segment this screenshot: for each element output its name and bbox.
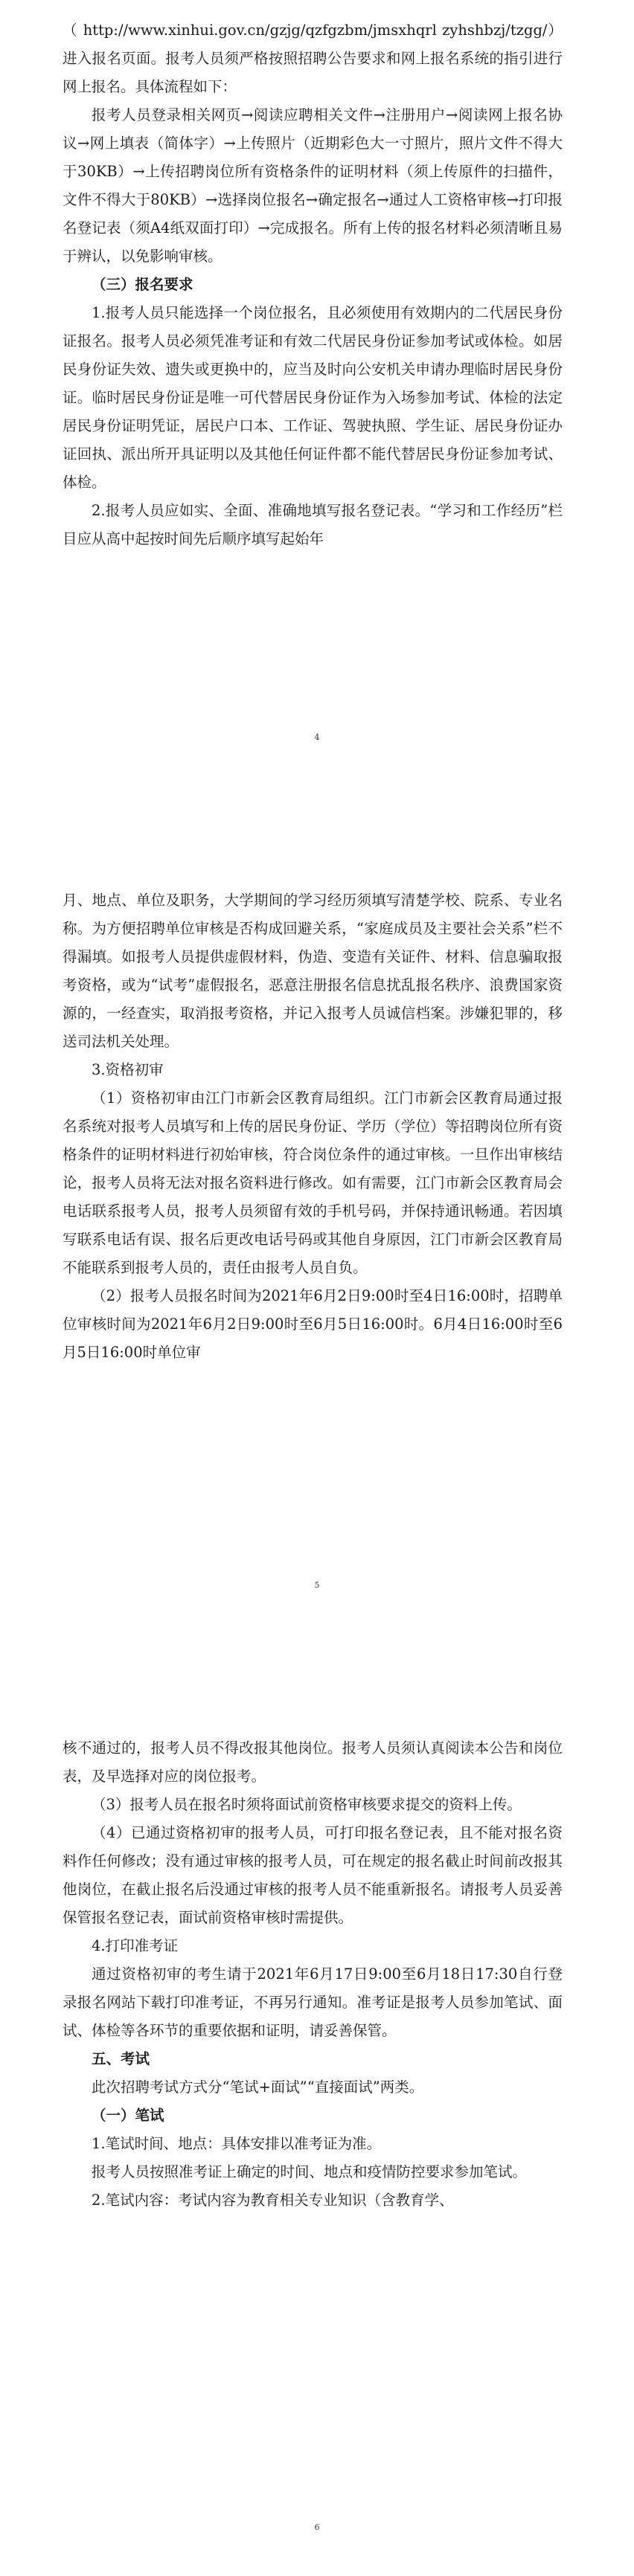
section-heading: （一）笔试 (92, 2107, 164, 2124)
subsection-heading: 4.打印准考证 (92, 1937, 179, 1954)
page-number: 6 (314, 2522, 320, 2532)
paragraph: 1.报考人员只能选择一个岗位报名，且必须使用有效期内的二代居民身份证报名。报考人员必须凭准考证和有效二代居民身份证参加考试或体检。如居民身份证失效、遗失或更换中的，应当及时向公安机关申请办理临时居民身份证。临时居民身份证是唯一可代替居民身份证作为入场参加考试、体检的法定居民身份证明凭证，居民户口本、工作证、驾驶执照、学生证、居民身份证办证回执、派出所开具证明以及其他任何证件都不能代替居民身份证参加考试、体检。 (63, 304, 563, 491)
paragraph: （3）报考人员在报名时须将面试前资格审核要求提交的资料上传。 (92, 1796, 522, 1813)
paragraph: （1）资格初审由江门市新会区教育局组织。江门市新会区教育局通过报名系统对报考人员填写和上传的居民身份证、学历（学位）等招聘岗位所有资格条件的证明材料进行初始审核，符合岗位条件的通过审核。一旦作出审核结论，报考人员将无法对报名资料进行修改。如有需要，江门市新会区教育局会电话联系报考人员，报考人员须留有效的手机号码，并保持通讯畅通。若因填写联系电话有误、报名后更改电话号码或其他自身原因，江门市新会区教育局不能联系到报考人员的，责任由报考人员自负。 (63, 1089, 563, 1276)
section-heading: 五、考试 (92, 2050, 150, 2067)
section-heading: （三）报名要求 (92, 276, 193, 293)
paragraph: 此次招聘考试方式分“笔试+面试”“直接面试”两类。 (92, 2078, 424, 2096)
page-body (63, 1734, 563, 2215)
document-page-6 (0, 1666, 634, 2576)
paragraph: 核不通过的，报考人员不得改报其他岗位。报考人员须认真阅读本公告和岗位表，及早选择对应的岗位报考。 (63, 1739, 563, 1785)
paragraph: 1.笔试时间、地点：具体安排以准考证为准。 (92, 2135, 382, 2152)
paragraph: （2）报考人员报名时间为2021年6月2日9:00时至4日16:00时，招聘单位审核时间为2021年6月2日9:00时至6月5日16:00时。6月4日16:00时至6月5日16:00时单位审 (63, 1287, 563, 1361)
page-body (63, 886, 563, 1367)
paragraph: 报考人员按照准考证上确定的时间、地点和疫情防控要求参加笔试。 (92, 2163, 528, 2180)
page-body (63, 16, 563, 553)
paragraph: 2.报考人员应如实、全面、准确地填写报名登记表。“学习和工作经历”栏目应从高中起按时间先后顺序填写起始年 (63, 502, 563, 547)
paragraph: 报考人员登录相关网页→阅读应聘相关文件→注册用户→阅读网上报名协议→网上填表（简体字）→上传照片（近期彩色大一寸照片，照片文件不得大于30KB）→上传招聘岗位所有资格条件的证明材料（须上传原件的扫描件，文件不得大于80KB）→选择岗位报名→确定报名→通过人工资格审核→打印报名登记表（须A4纸双面打印）→完成报名。所有上传的报名材料必须清晰且易于辨认，以免影响审核。 (63, 106, 563, 265)
subsection-heading: 3.资格初审 (92, 1061, 164, 1078)
paragraph: 2.笔试内容：考试内容为教育相关专业知识（含教育学、 (92, 2192, 454, 2209)
page-number: 5 (314, 1580, 320, 1590)
paragraph: （4）已通过资格初审的报考人员，可打印报名登记表，且不能对报名资料作任何修改；没有通过审核的报考人员，可在规定的报名截止时间前改报其他岗位，在截止报名后没通过审核的报考人员不能重新报名。请报考人员妥善保管报名登记表，面试前资格审核时需提供。 (63, 1824, 563, 1926)
paragraph: 月、地点、单位及职务，大学期间的学习经历须填写清楚学校、院系、专业名称。为方便招聘单位审核是否构成回避关系，“家庭成员及主要社会关系”栏不得漏填。如报考人员提供虚假材料，伪造、变造有关证件、材料、信息骗取报考资格，或为“试考”虚假报名，恶意注册报名信息扰乱报名秩序、浪费国家资源的，一经查实，取消报考资格，并记入报考人员诚信档案。涉嫌犯罪的，移送司法机关处理。 (63, 892, 563, 1050)
paragraph: 通过资格初审的考生请于2021年6月17日9:00至6月18日17:30自行登录报名网站下载打印准考证，不再另行通知。准考证是报考人员参加笔试、面试、体检等各环节的重要依据和证明，请妥善保管。 (63, 1965, 563, 2039)
paragraph: （ http://www.xinhui.gov.cn/gzjg/qzfgzbm/jmsxhqrl zyhshbzj/tzgg/） 进入报名页面。报考人员须严格按照招聘公告要求和网上报名系统的指引进行网上报名。具体流程如下： (63, 22, 563, 95)
page-number: 4 (314, 732, 320, 742)
document-page-4 (0, 0, 634, 803)
document-page-5 (0, 803, 634, 1666)
